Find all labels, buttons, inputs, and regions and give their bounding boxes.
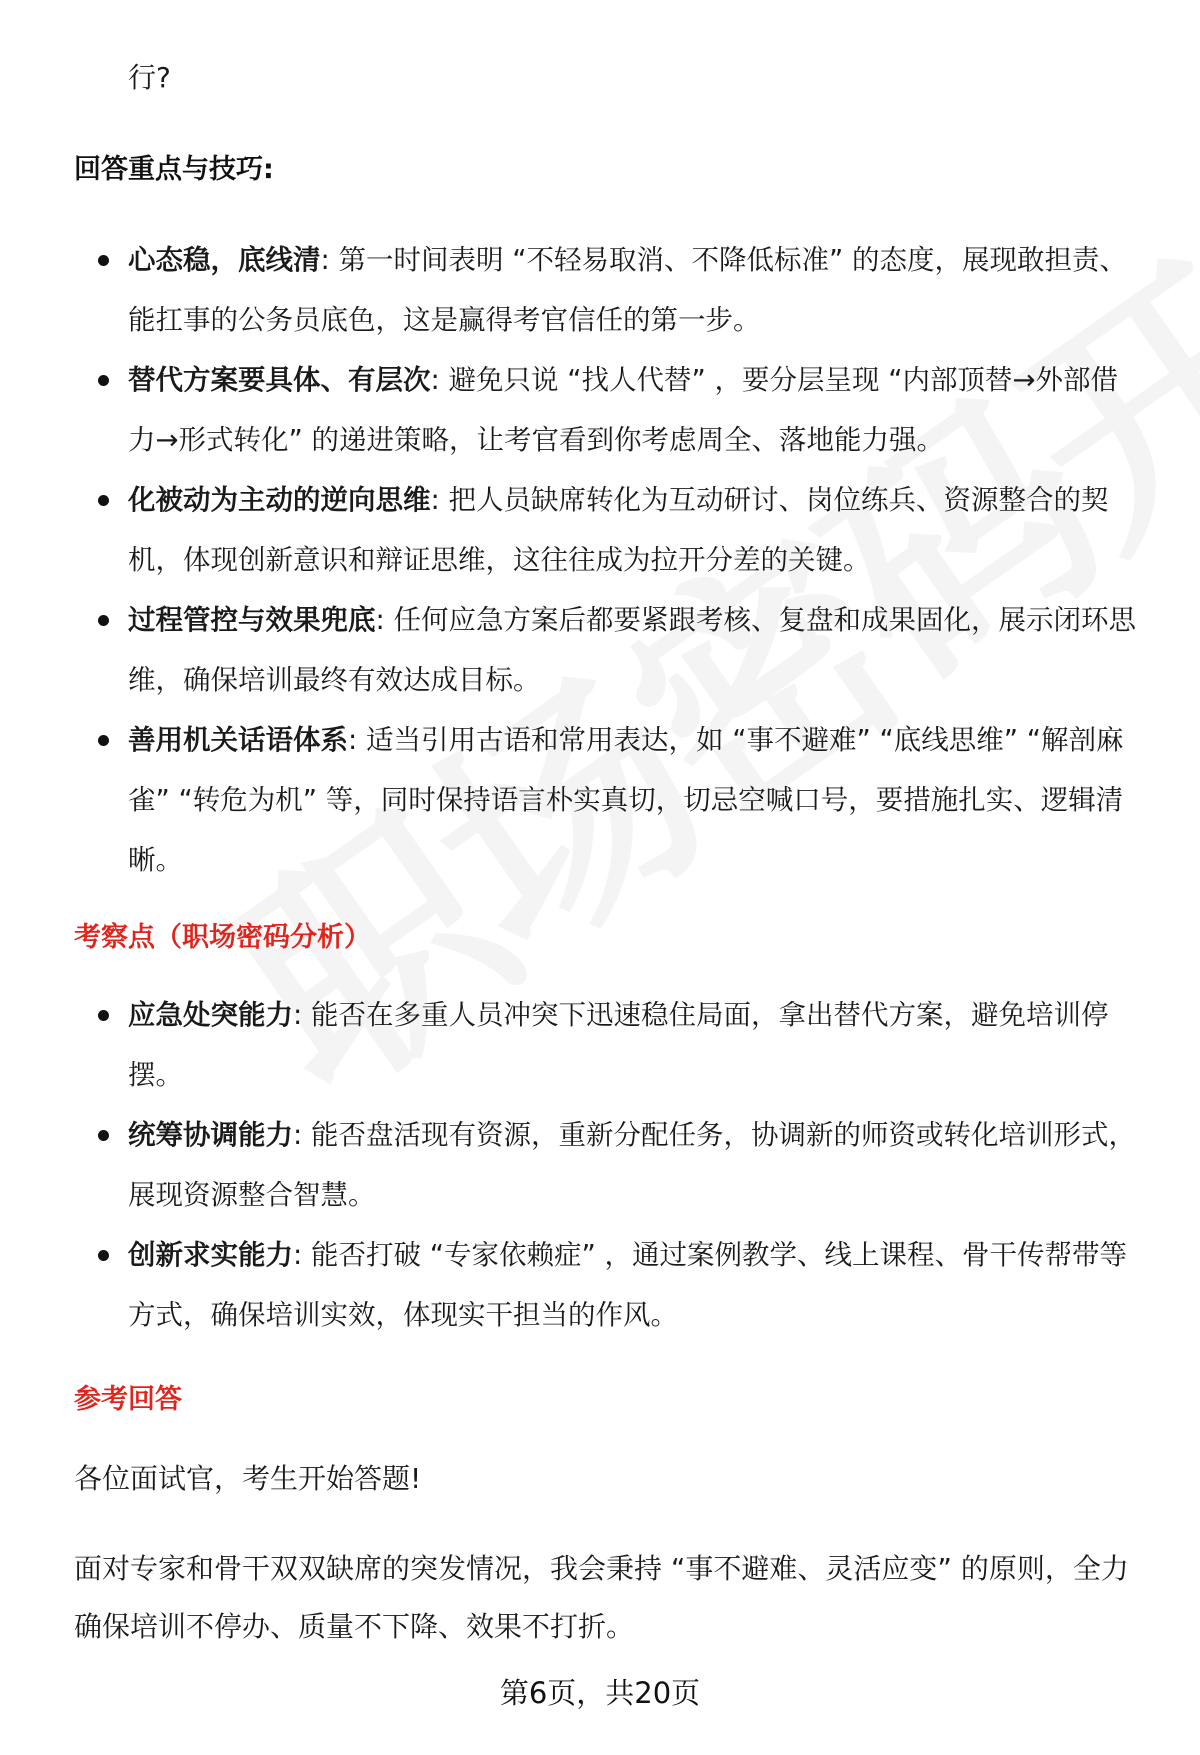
- bullet-icon: [98, 1010, 109, 1021]
- item-term: 统筹协调能力: [128, 1119, 293, 1151]
- list-item: [0, 230, 1200, 350]
- item-term: 心态稳，底线清: [128, 244, 321, 276]
- item-term: 化被动为主动的逆向思维: [128, 484, 431, 516]
- item-text: : 能否打破 “专家依赖症” ，通过案例教学、线上课程、骨干传帮带等方式，确保培训实效，体现实干担当的作风。: [128, 1239, 1127, 1331]
- answer-tips-list: [0, 230, 1200, 890]
- page-number: 第6页，共20页: [499, 1676, 701, 1710]
- list-item: [0, 1225, 1200, 1345]
- bullet-icon: [98, 615, 109, 626]
- bullet-icon: [98, 1130, 109, 1141]
- list-item: [0, 1105, 1200, 1225]
- list-item: [0, 710, 1200, 890]
- item-text: : 把人员缺席转化为互动研讨、岗位练兵、资源整合的契机，体现创新意识和辩证思维，这往往成为拉开分差的关键。: [128, 484, 1109, 576]
- list-item: [0, 985, 1200, 1105]
- item-term: 替代方案要具体、有层次: [128, 364, 431, 396]
- reference-paragraph: 面对专家和骨干双双缺席的突发情况，我会秉持 “事不避难、灵活应变” 的原则，全力确保培训不停办、质量不下降、效果不打折。: [74, 1552, 1129, 1643]
- list-item: [0, 590, 1200, 710]
- bullet-icon: [98, 375, 109, 386]
- answer-tips-heading: 回答重点与技巧:: [74, 154, 274, 185]
- item-term: 善用机关话语体系: [128, 724, 348, 756]
- exam-points-heading: 考察点（职场密码分析）: [74, 922, 371, 953]
- reference-answer-heading: 参考回答: [74, 1384, 182, 1415]
- bullet-icon: [98, 735, 109, 746]
- bullet-icon: [98, 1250, 109, 1261]
- bullet-icon: [98, 495, 109, 506]
- item-text: : 任何应急方案后都要紧跟考核、复盘和成果固化，展示闭环思维，确保培训最终有效达成目标。: [128, 604, 1137, 696]
- reference-paragraph: 各位面试官，考生开始答题!: [74, 1462, 422, 1495]
- item-term: 应急处突能力: [128, 999, 293, 1031]
- item-text: : 能否盘活现有资源，重新分配任务，协调新的师资或转化培训形式，展现资源整合智慧。: [128, 1119, 1137, 1211]
- exam-points-list: [0, 985, 1200, 1345]
- item-text: : 避免只说 “找人代替” ，要分层呈现 “内部顶替→外部借力→形式转化” 的递进策略，让考官看到你考虑周全、落地能力强。: [128, 364, 1119, 456]
- bullet-icon: [98, 255, 109, 266]
- item-text: : 能否在多重人员冲突下迅速稳住局面，拿出替代方案，避免培训停摆。: [128, 999, 1109, 1091]
- item-term: 创新求实能力: [128, 1239, 293, 1271]
- item-term: 过程管控与效果兜底: [128, 604, 376, 636]
- item-text: : 第一时间表明 “不轻易取消、不降低标准” 的态度，展现敢担责、能扛事的公务员底色，这是赢得考官信任的第一步。: [128, 244, 1127, 336]
- continuation-text: 行?: [128, 61, 171, 94]
- item-text: : 适当引用古语和常用表达，如 “事不避难” “底线思维” “解剖麻雀” “转危为机” 等，同时保持语言朴实真切，切忌空喊口号，要措施扎实、逻辑清晰。: [128, 724, 1124, 876]
- list-item: [0, 350, 1200, 470]
- list-item: [0, 470, 1200, 590]
